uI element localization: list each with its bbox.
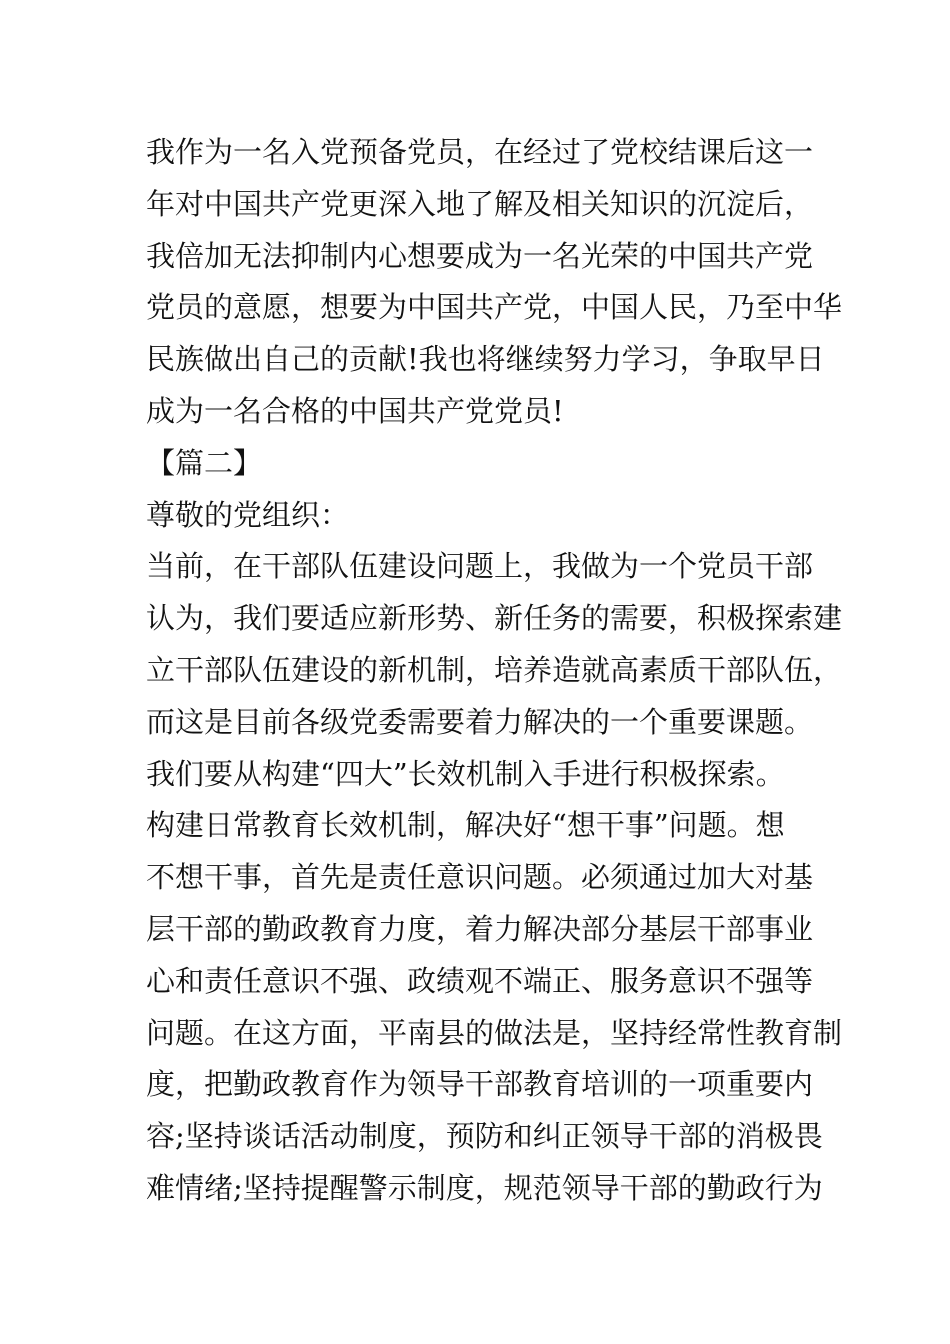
text-line: 不想干事，首先是责任意识问题。必须通过加大对基: [146, 860, 814, 895]
text-line: 容;坚持谈话活动制度，预防和纠正领导干部的消极畏: [146, 1119, 823, 1154]
document-body: [146, 127, 843, 1215]
text-line: 而这是目前各级党委需要着力解决的一个重要课题。: [146, 704, 814, 739]
text-line: 我作为一名入党预备党员，在经过了党校结课后这一: [146, 135, 814, 169]
text-line: 成为一名合格的中国共产党党员!: [146, 393, 564, 428]
text-line: 认为，我们要适应新形势、新任务的需要，积极探索建: [146, 601, 843, 636]
text-line: 年对中国共产党更深入地了解及相关知识的沉淀后，: [146, 186, 814, 221]
salutation: 尊敬的党组织：: [146, 497, 350, 532]
text-line: 度，把勤政教育作为领导干部教育培训的一项重要内: [146, 1067, 814, 1102]
text-line: 心和责任意识不强、政绩观不端正、服务意识不强等: [146, 963, 814, 998]
text-line: 民族做出自己的贡献!我也将继续努力学习，争取早日: [146, 342, 825, 377]
text-line: 立干部队伍建设的新机制，培养造就高素质干部队伍，: [146, 652, 843, 687]
text-line: 我倍加无法抑制内心想要成为一名光荣的中国共产党: [146, 238, 814, 273]
text-line: 当前，在干部队伍建设问题上，我做为一个党员干部: [146, 549, 814, 584]
text-line: 问题。在这方面，平南县的做法是，坚持经常性教育制: [146, 1015, 843, 1050]
section-heading: 【篇二】: [146, 445, 263, 480]
text-line: 层干部的勤政教育力度，着力解决部分基层干部事业: [146, 911, 814, 946]
text-line: 党员的意愿，想要为中国共产党，中国人民，乃至中华: [146, 290, 843, 325]
text-line: 构建日常教育长效机制，解决好“想干事”问题。想: [146, 808, 785, 843]
text-line: 我们要从构建“四大”长效机制入手进行积极探索。: [146, 756, 785, 791]
text-line: 难情绪;坚持提醒警示制度，规范领导干部的勤政行为: [146, 1170, 823, 1205]
